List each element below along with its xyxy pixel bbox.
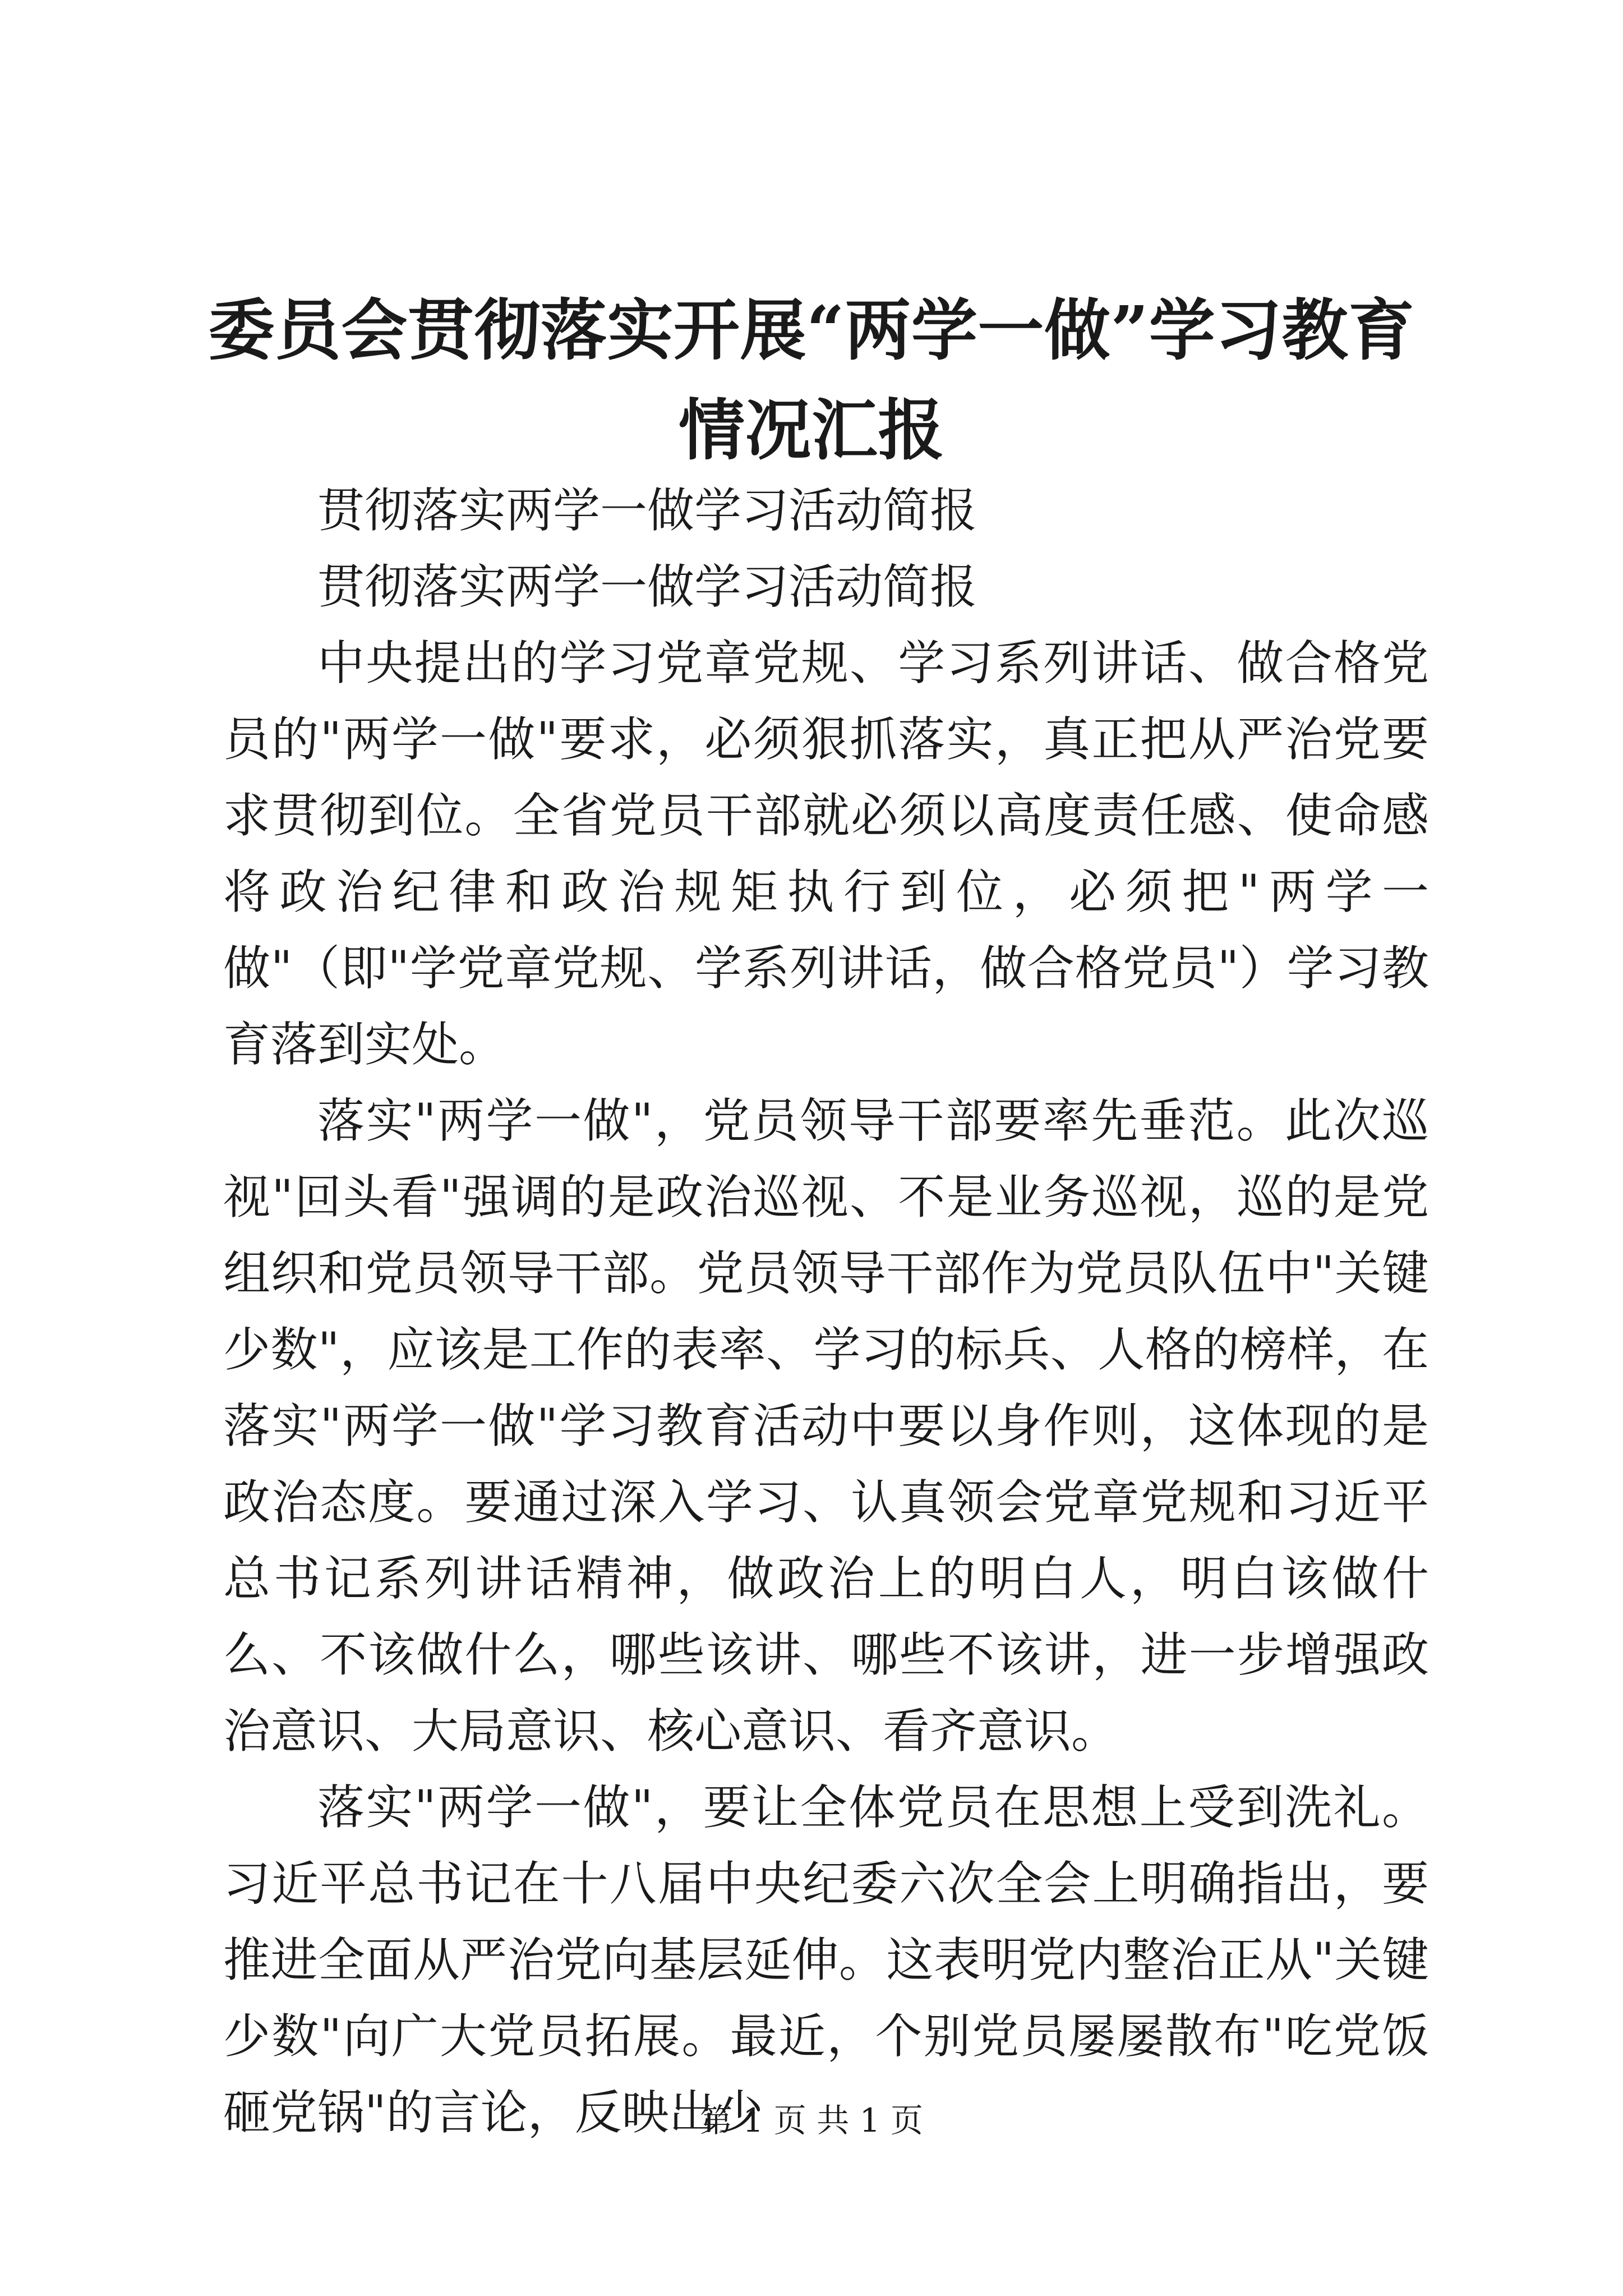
page-footer: 第 1 页 共 1 页 (700, 2101, 923, 2139)
paragraph: 中央提出的学习党章党规、学习系列讲话、做合格党员的"两学一做"要求，必须狠抓落实，真正把从严治党要求贯彻到位。全省党员干部就必须以高度责任感、使命感将政治纪律和政治规矩执行到位，必须把"两学一做"（即"学党章党规、学系列讲话，做合格党员"）学习教育落到实处。 (223, 636, 1429, 1072)
paragraph: 贯彻落实两学一做学习活动简报 (317, 559, 978, 614)
paragraph: 落实"两学一做"，要让全体党员在思想上受到洗礼。习近平总书记在十八届中央纪委六次全会上明确指出，要推进全面从严治党向基层延伸。这表明党内整治正从"关键少数"向广大党员拓展。最近，个别党员屡屡散布"吃党饭砸党锅"的言论，反映出少 (223, 1780, 1429, 2140)
paragraph: 落实"两学一做"，党员领导干部要率先垂范。此次巡视"回头看"强调的是政治巡视、不是业务巡视，巡的是党组织和党员领导干部。党员领导干部作为党员队伍中"关键少数"，应该是工作的表率、学习的标兵、人格的榜样，在落实"两学一做"学习教育活动中要以身作则，这体现的是政治态度。要通过深入学习、认真领会党章党规和习近平总书记系列讲话精神，做政治上的明白人，明白该做什么、不该做什么，哪些该讲、哪些不该讲，进一步增强政治意识、大局意识、核心意识、看齐意识。 (223, 1093, 1429, 1759)
document-title: 委员会贯彻落实开展“两学一做”学习教育情况汇报 (208, 291, 1415, 469)
paragraph: 贯彻落实两学一做学习活动简报 (317, 483, 978, 538)
document-body (223, 472, 1429, 2151)
